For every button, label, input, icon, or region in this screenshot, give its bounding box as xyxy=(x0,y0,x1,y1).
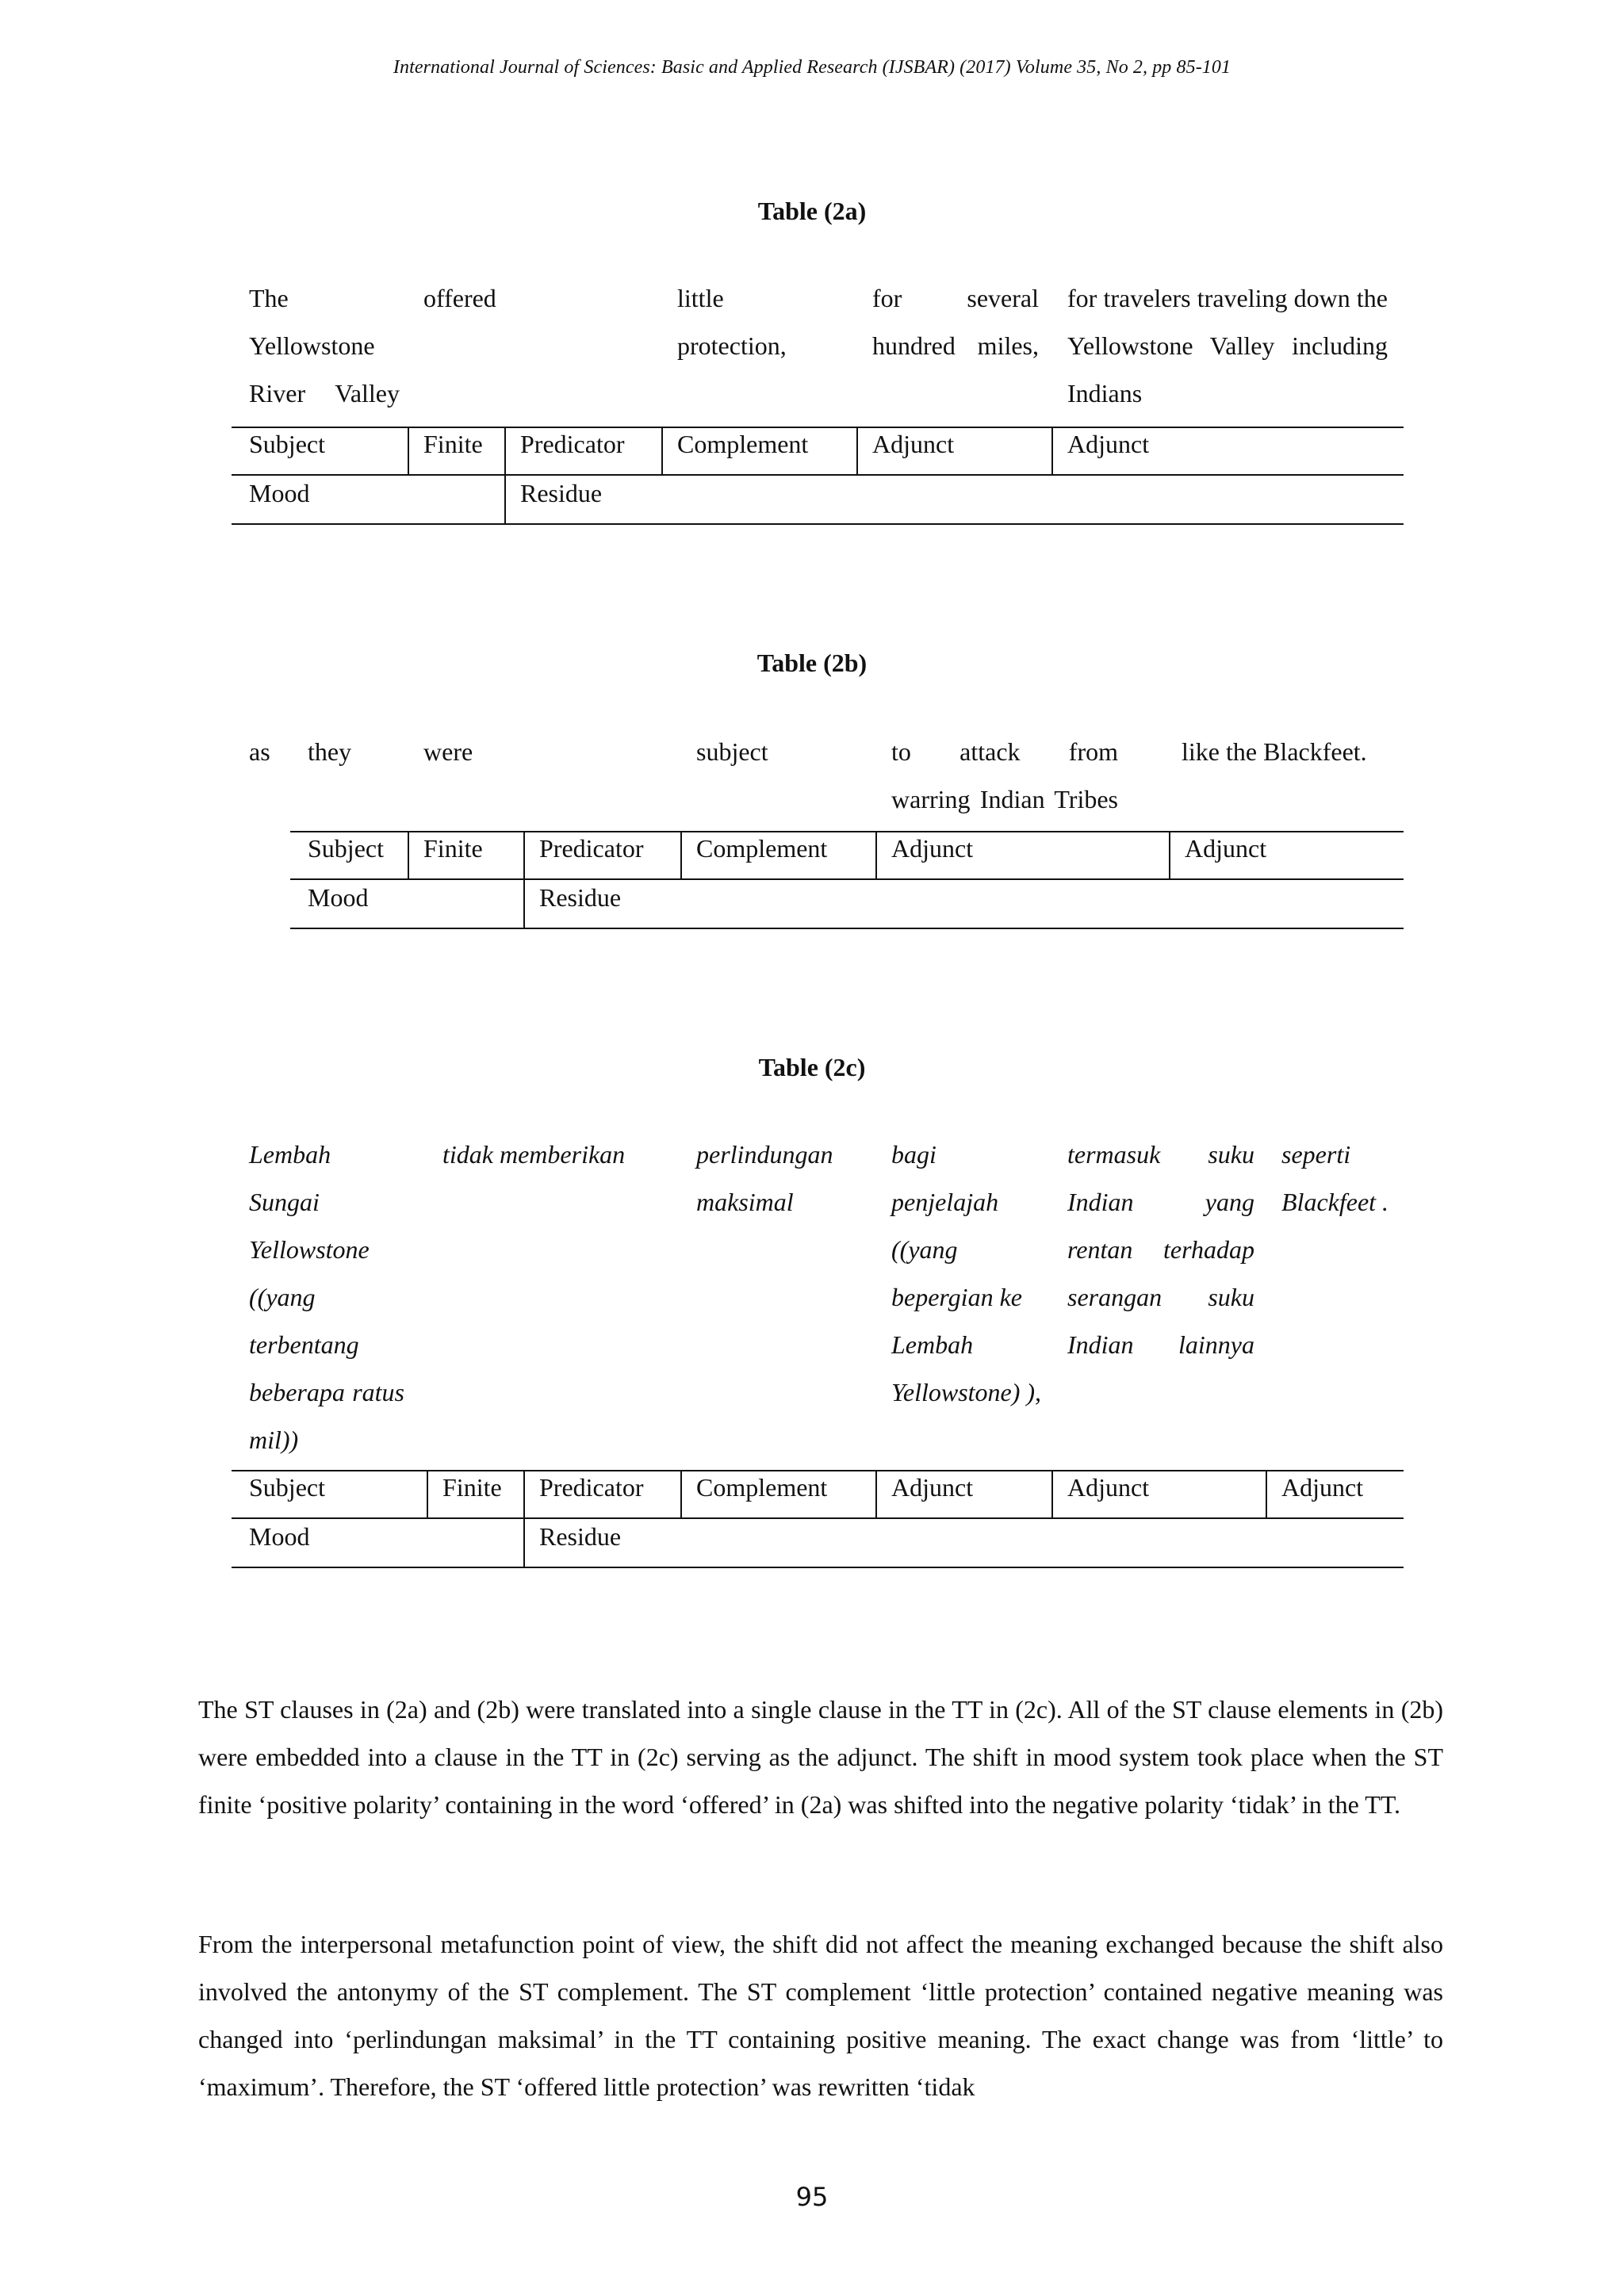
table-2b-word-as: as xyxy=(249,737,270,766)
table-2c-label-adjunct: Adjunct xyxy=(1067,1473,1150,1502)
table-2b-caption: Table (2b) xyxy=(756,649,868,677)
table-2a-label-mood: Mood xyxy=(249,479,310,507)
table-2c-label-adjunct: Adjunct xyxy=(1281,1473,1364,1502)
table-2a-caption: Table (2a) xyxy=(757,197,867,225)
table-2b-label-residue: Residue xyxy=(539,883,622,912)
table-2a-word-complement: little protection, xyxy=(677,284,787,360)
table-2a-word-subject: The Yellowstone River Valley xyxy=(249,284,400,408)
table-2a-label-adjunct: Adjunct xyxy=(1067,430,1150,458)
table-2a-label-finite: Finite xyxy=(423,430,483,458)
table-2c-label-finite: Finite xyxy=(442,1473,502,1502)
table-2c-word-finite: tidak memberikan xyxy=(442,1140,626,1169)
page-number: 95 xyxy=(795,2182,829,2212)
table-2b-word-subject: they xyxy=(308,737,352,766)
table-2a-divider xyxy=(504,427,506,525)
table-2b-label-mood: Mood xyxy=(308,883,369,912)
table-2b-divider xyxy=(680,831,682,880)
body-paragraph-2: From the interpersonal metafunction point of view, the shift did not affect the meaning exchanged because the shift also involved the antonymy of the ST complement. The ST complement ‘little protection’ contained negative meaning was changed into ‘perlindungan maksimal’ in the TT containing positive meaning. The exact change was from ‘little’ to ‘maximum’. Therefore, the ST ‘offered little protection’ was rewritten ‘tidak xyxy=(198,1930,1443,2101)
table-2c-divider xyxy=(1051,1470,1053,1519)
table-2c-divider xyxy=(875,1470,877,1519)
table-2a-label-complement: Complement xyxy=(677,430,809,458)
table-2a-divider xyxy=(408,427,409,476)
table-2b-divider xyxy=(875,831,877,880)
table-2c-word-subject: Lembah Sungai Yellowstone ((yang terbentang beberapa ratus mil)) xyxy=(249,1140,404,1454)
table-2b-label-predicator: Predicator xyxy=(539,834,644,863)
table-2c-rule-bottom xyxy=(232,1567,1404,1568)
table-2c-word-complement: perlindungan maksimal xyxy=(696,1140,833,1216)
table-2b-divider xyxy=(408,831,409,880)
table-2a-label-predicator: Predicator xyxy=(520,430,625,458)
table-2b-rule-bottom xyxy=(290,928,1404,929)
table-2b-word-complement: subject xyxy=(696,737,768,766)
table-2a-word-adjunct-1: for several hundred miles, xyxy=(872,284,1039,360)
table-2b-word-adjunct-1: to attack from warring Indian Tribes xyxy=(891,737,1118,813)
body-paragraph-1: The ST clauses in (2a) and (2b) were translated into a single clause in the TT in (2c). All of the ST clause elements in (2b) were embedded into a clause in the TT in (2c) serving as the adjunct. The shift in mood system took place when the ST finite ‘positive polarity’ containing in the word ‘offered’ in (2a) was shifted into the negative polarity ‘tidak’ in the TT. xyxy=(198,1695,1443,1819)
table-2a-label-subject: Subject xyxy=(249,430,325,458)
table-2b-rule-mid xyxy=(290,878,1404,880)
table-2c-word-adjunct-2: termasuk suku Indian yang rentan terhadap serangan suku Indian lainnya xyxy=(1067,1140,1254,1359)
table-2c-label-residue: Residue xyxy=(539,1522,622,1551)
table-2a-divider xyxy=(661,427,663,476)
table-2a-word-adjunct-2: for travelers traveling down the Yellowstone Valley including Indians xyxy=(1067,284,1388,408)
table-2b-word-finite: were xyxy=(423,737,473,766)
table-2c-label-predicator: Predicator xyxy=(539,1473,644,1502)
table-2b-label-adjunct: Adjunct xyxy=(891,834,974,863)
table-2c-label-subject: Subject xyxy=(249,1473,325,1502)
table-2a-divider xyxy=(856,427,858,476)
table-2b-label-subject: Subject xyxy=(308,834,384,863)
table-2a-rule-bottom xyxy=(232,523,1404,525)
table-2c-label-adjunct: Adjunct xyxy=(891,1473,974,1502)
table-2a-divider xyxy=(1051,427,1053,476)
table-2c-word-adjunct-3: seperti Blackfeet . xyxy=(1281,1140,1389,1216)
table-2c-label-mood: Mood xyxy=(249,1522,310,1551)
journal-header: International Journal of Sciences: Basic and Applied Research (IJSBAR) (2017) Volume 35, No 2, pp 85-101 xyxy=(393,57,1231,78)
table-2b-label-finite: Finite xyxy=(423,834,483,863)
table-2c-divider xyxy=(523,1470,525,1568)
table-2c-divider xyxy=(427,1470,428,1519)
table-2b-label-complement: Complement xyxy=(696,834,828,863)
table-2c-caption: Table (2c) xyxy=(758,1053,866,1081)
table-2c-label-complement: Complement xyxy=(696,1473,828,1502)
table-2b-divider xyxy=(1169,831,1170,880)
table-2a-label-residue: Residue xyxy=(520,479,603,507)
table-2b-word-adjunct-2: like the Blackfeet. xyxy=(1182,737,1367,766)
table-2a-label-adjunct: Adjunct xyxy=(872,430,955,458)
table-2b-divider xyxy=(523,831,525,929)
table-2a-word-finite: offered xyxy=(423,284,496,312)
table-2c-divider xyxy=(680,1470,682,1519)
table-2b-label-adjunct: Adjunct xyxy=(1185,834,1267,863)
table-2c-rule-mid xyxy=(232,1517,1404,1519)
table-2c-divider xyxy=(1266,1470,1267,1519)
table-2c-word-adjunct-1: bagi penjelajah ((yang bepergian ke Lembah Yellowstone) ), xyxy=(891,1140,1042,1406)
